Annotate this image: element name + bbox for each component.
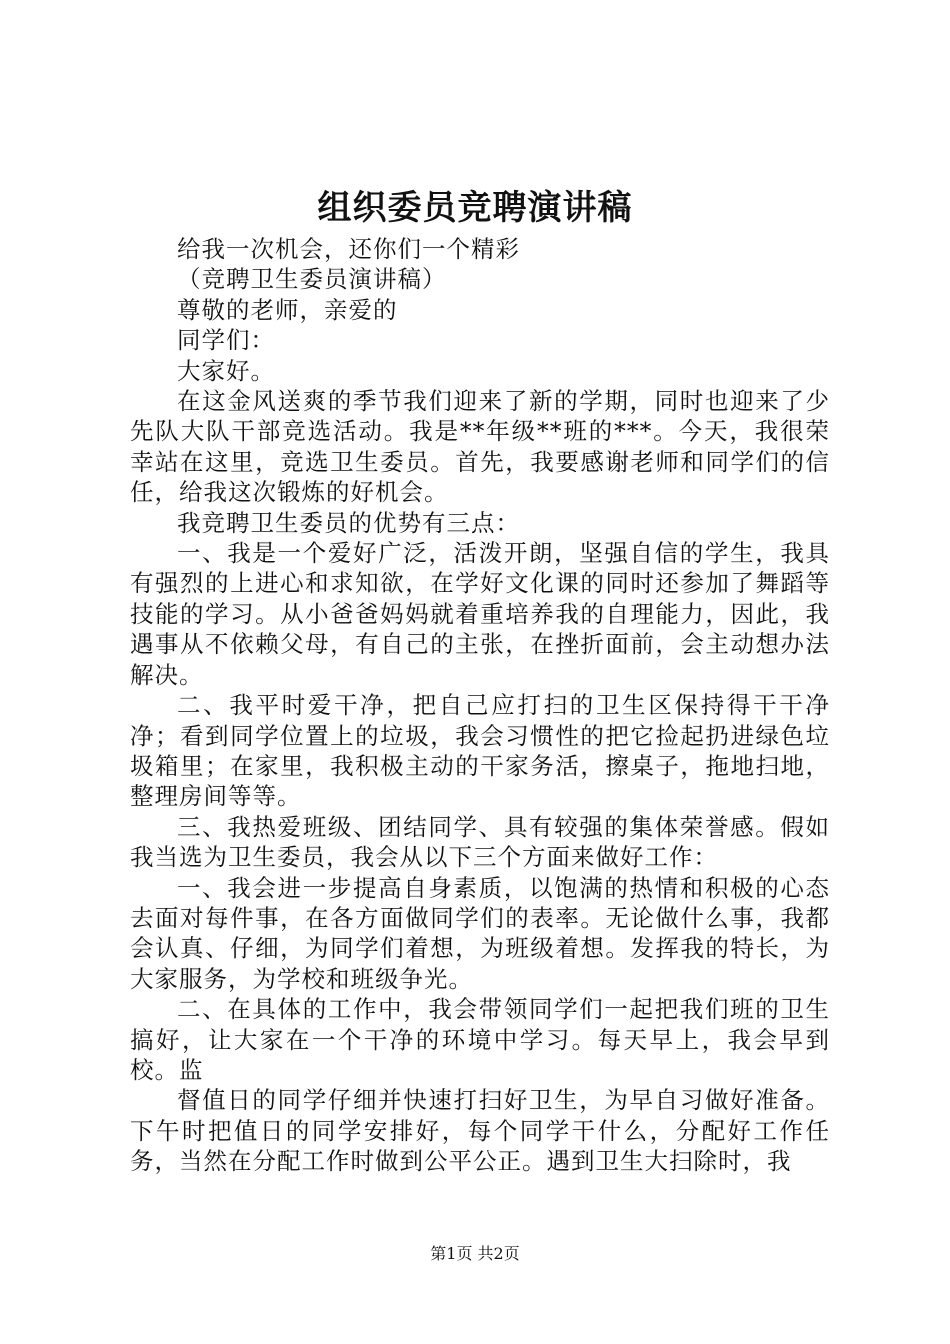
page-footer: 第1页 共2页 <box>430 1244 520 1263</box>
paragraph: 二、我平时爱干净，把自己应打扫的卫生区保持得干干净净；看到同学位置上的垃圾，我会习惯性的把它捡起扔进绿色垃圾箱里；在家里，我积极主动的干家务活，擦桌子，拖地扫地，整理房间等等。 <box>130 691 830 811</box>
paragraph: 大家好。 <box>177 356 275 385</box>
paragraph: 同学们： <box>177 326 275 355</box>
paragraph: 一、我是一个爱好广泛，活泼开朗，坚强自信的学生，我具有强烈的上进心和求知欲，在学好文化课的同时还参加了舞蹈等技能的学习。从小爸爸妈妈就着重培养我的自理能力，因此，我遇事从不依赖父母，有自己的主张，在挫折面前，会主动想办法解决。 <box>130 539 830 689</box>
paragraph: （竞聘卫生委员演讲稿） <box>177 265 447 294</box>
paragraph: 督值日的同学仔细并快速打扫好卫生，为早自习做好准备。下午时把值日的同学安排好，每个同学干什么，分配好工作任务，当然在分配工作时做到公平公正。遇到卫生大扫除时，我 <box>130 1086 830 1176</box>
paragraph: 二、在具体的工作中，我会带领同学们一起把我们班的卫生搞好，让大家在一个干净的环境中学习。每天早上，我会早到校。监 <box>130 995 830 1084</box>
document-title: 组织委员竞聘演讲稿 <box>317 188 633 228</box>
paragraph: 我竞聘卫生委员的优势有三点： <box>177 508 520 537</box>
paragraph: 一、我会进一步提高自身素质，以饱满的热情和积极的心态去面对每件事，在各方面做同学们的表率。无论做什么事，我都会认真、仔细，为同学们着想，为班级着想。发挥我的特长，为大家服务，为学校和班级争光。 <box>130 873 830 993</box>
paragraph: 在这金风送爽的季节我们迎来了新的学期，同时也迎来了少先队大队干部竞选活动。我是**年级**班的***。今天，我很荣幸站在这里，竞选卫生委员。首先，我要感谢老师和同学们的信任，给我这次锻炼的好机会。 <box>130 387 830 507</box>
paragraph: 给我一次机会，还你们一个精彩 <box>177 235 520 263</box>
paragraph: 尊敬的老师，亲爱的 <box>177 295 398 324</box>
document-body <box>130 234 830 1177</box>
paragraph: 三、我热爱班级、团结同学、具有较强的集体荣誉感。假如我当选为卫生委员，我会从以下三个方面来做好工作： <box>130 812 830 872</box>
